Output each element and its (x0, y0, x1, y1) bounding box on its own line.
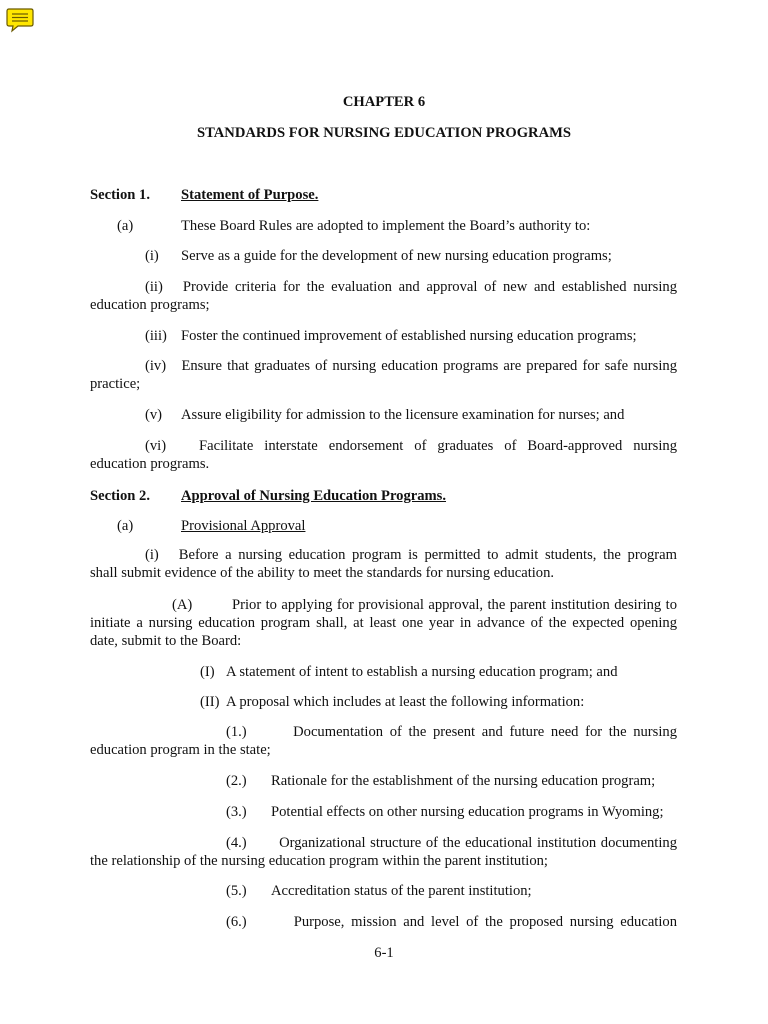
page-number: 6-1 (374, 945, 394, 961)
section2-II-text: A proposal which includes at least the following information: (226, 694, 585, 710)
section2-n5-label: (5.) (226, 883, 247, 899)
section1-vi-line1: Facilitate interstate endorsement of graduates of Board-approved nursing (199, 438, 677, 454)
section1-ii-paragraph (90, 278, 677, 314)
section2-A-paragraph (90, 596, 677, 650)
section2-n3-text: Potential effects on other nursing education programs in Wyoming; (271, 804, 664, 820)
section2-number: Section 2. (90, 488, 150, 504)
section2-i-line1: Before a nursing education program is permitted to admit students, the program (178, 547, 677, 563)
section2-n4-line2: the relationship of the nursing education program within the parent institution; (90, 853, 548, 869)
section2-I-label: (I) (200, 664, 215, 680)
section1-v-text: Assure eligibility for admission to the licensure examination for nurses; and (181, 407, 625, 423)
section2-II-label: (II) (200, 694, 220, 710)
section1-i-text: Serve as a guide for the development of new nursing education programs; (181, 248, 612, 264)
section1-vi-line2: education programs. (90, 456, 210, 472)
section2-i-line2: shall submit evidence of the ability to meet the standards for nursing education. (90, 565, 555, 581)
chapter-subtitle: STANDARDS FOR NURSING EDUCATION PROGRAMS (196, 125, 572, 141)
section2-i-paragraph (90, 546, 677, 582)
section2-n2-label: (2.) (226, 773, 247, 789)
section2-n5-text: Accreditation status of the parent institution; (271, 883, 532, 899)
section1-vi-paragraph (90, 437, 677, 473)
section2-n1-label: (1.) (226, 724, 247, 740)
section2-n3-label: (3.) (226, 804, 247, 820)
section2-n1-line1: Documentation of the present and future need for the nursing (293, 724, 677, 740)
section2-n2-text: Rationale for the establishment of the nursing education program; (271, 773, 656, 789)
section1-iv-line1: Ensure that graduates of nursing education programs are prepared for safe nursing (181, 358, 677, 374)
comment-note-icon[interactable] (6, 7, 34, 33)
section2-n1-paragraph (90, 723, 677, 759)
section1-number: Section 1. (90, 187, 150, 203)
section2-a-label: (a) (117, 518, 134, 534)
section2-A-line2: initiate a nursing education program shall, at least one year in advance of the expected opening (90, 615, 677, 631)
section1-ii-line1: Provide criteria for the evaluation and approval of new and established nursing (182, 279, 677, 295)
chapter-title: CHAPTER 6 (342, 94, 426, 110)
section1-iii-text: Foster the continued improvement of established nursing education programs; (181, 328, 637, 344)
section2-I-text: A statement of intent to establish a nursing education program; and (226, 664, 618, 680)
section1-i-label: (i) (145, 248, 159, 264)
section2-a-text: Provisional Approval (181, 518, 306, 534)
section1-v-label: (v) (145, 407, 163, 423)
section1-a-text: These Board Rules are adopted to implement the Board’s authority to: (181, 218, 591, 234)
section2-A-line1: Prior to applying for provisional approval, the parent institution desiring to (232, 597, 677, 613)
section1-ii-label: (ii) (145, 279, 163, 295)
section2-A-line3: date, submit to the Board: (90, 633, 242, 649)
section2-A-label: (A) (172, 597, 193, 613)
section2-i-label: (i) (145, 547, 159, 563)
section2-n6-text: Purpose, mission and level of the proposed nursing education (293, 914, 677, 930)
section1-iii-label: (iii) (145, 328, 167, 344)
section1-ii-line2: education programs; (90, 297, 210, 313)
section2-n4-paragraph (90, 834, 677, 870)
section2-n6-paragraph (90, 913, 677, 931)
section2-n1-line2: education program in the state; (90, 742, 271, 758)
section2-n4-line1: Organizational structure of the educational institution documenting (279, 835, 677, 851)
section2-n6-label: (6.) (226, 914, 247, 930)
section2-n4-label: (4.) (226, 835, 247, 851)
section2-title: Approval of Nursing Education Programs. (181, 488, 447, 504)
section1-iv-line2: practice; (90, 376, 141, 392)
section1-a-label: (a) (117, 218, 134, 234)
section1-iv-paragraph (90, 357, 677, 393)
section1-title: Statement of Purpose. (181, 187, 319, 203)
section1-iv-label: (iv) (145, 358, 167, 374)
section1-vi-label: (vi) (145, 438, 167, 454)
